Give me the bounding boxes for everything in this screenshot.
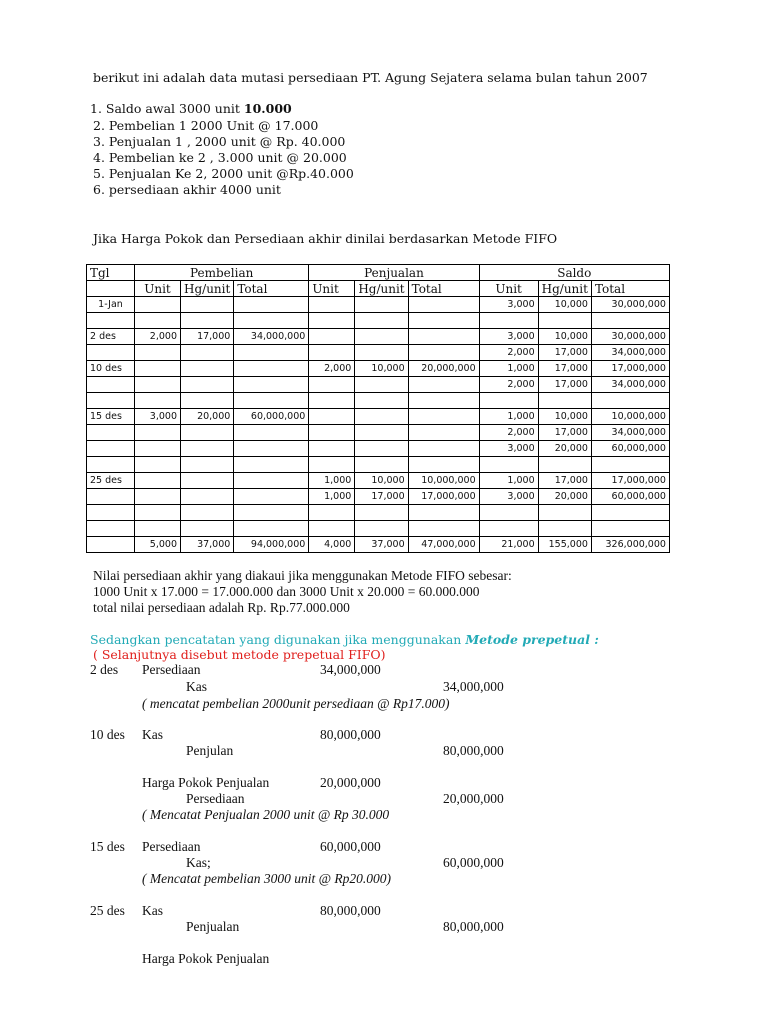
journal-debit: 34,000,000 xyxy=(320,662,381,677)
value-cell xyxy=(355,313,408,329)
header-tgl: Tgl xyxy=(87,265,135,281)
perpetual-method: Metode prepetual : xyxy=(465,632,599,647)
value-cell xyxy=(538,457,591,473)
value-cell: 37,000 xyxy=(181,537,234,553)
date-cell: 15 des xyxy=(87,409,135,425)
value-cell xyxy=(309,297,355,313)
journal-account: Persediaan xyxy=(142,662,201,677)
date-cell xyxy=(87,345,135,361)
journal-account: Kas xyxy=(142,727,163,742)
value-cell xyxy=(309,393,355,409)
sub-header-cell: Unit xyxy=(479,281,538,297)
value-cell xyxy=(408,521,479,537)
value-cell: 34,000,000 xyxy=(591,377,669,393)
journal-credit: 80,000,000 xyxy=(443,743,504,758)
journal-date: 10 des xyxy=(90,727,125,742)
value-cell xyxy=(181,457,234,473)
mutation-item-3: 3. Penjualan 1 , 2000 unit @ Rp. 40.000 xyxy=(93,134,346,149)
value-cell: 60,000,000 xyxy=(591,441,669,457)
value-cell: 326,000,000 xyxy=(591,537,669,553)
value-cell xyxy=(355,377,408,393)
sub-header-cell: Total xyxy=(591,281,669,297)
value-cell xyxy=(181,441,234,457)
value-cell xyxy=(591,457,669,473)
table-row xyxy=(87,409,670,425)
value-cell xyxy=(355,393,408,409)
value-cell: 17,000 xyxy=(538,361,591,377)
value-cell xyxy=(234,473,309,489)
fifo-heading: Jika Harga Pokok dan Persediaan akhir dinilai berdasarkan Metode FIFO xyxy=(93,231,558,246)
value-cell: 3,000 xyxy=(479,489,538,505)
value-cell: 2,000 xyxy=(135,329,181,345)
value-cell xyxy=(181,489,234,505)
value-cell: 2,000 xyxy=(479,377,538,393)
journal-account: Kas xyxy=(142,903,163,918)
value-cell: 1,000 xyxy=(479,473,538,489)
value-cell xyxy=(181,377,234,393)
journal-debit: 60,000,000 xyxy=(320,839,381,854)
value-cell: 17,000,000 xyxy=(591,473,669,489)
date-cell: 25 des xyxy=(87,473,135,489)
journal-debit: 80,000,000 xyxy=(320,727,381,742)
value-cell xyxy=(234,505,309,521)
date-cell xyxy=(87,377,135,393)
value-cell: 2,000 xyxy=(479,425,538,441)
table-row xyxy=(87,521,670,537)
value-cell xyxy=(181,473,234,489)
value-cell xyxy=(591,393,669,409)
sub-header-cell: Unit xyxy=(309,281,355,297)
value-cell: 10,000 xyxy=(355,361,408,377)
value-cell xyxy=(135,425,181,441)
date-cell xyxy=(87,313,135,329)
value-cell: 17,000,000 xyxy=(591,361,669,377)
table-row xyxy=(87,489,670,505)
value-cell xyxy=(355,425,408,441)
value-cell xyxy=(538,393,591,409)
value-cell: 5,000 xyxy=(135,537,181,553)
value-cell xyxy=(408,297,479,313)
table-row xyxy=(87,313,670,329)
value-cell: 10,000,000 xyxy=(591,409,669,425)
value-cell xyxy=(538,505,591,521)
value-cell xyxy=(408,441,479,457)
date-cell: 10 des xyxy=(87,361,135,377)
value-cell xyxy=(355,345,408,361)
sub-header-cell: Hg/unit xyxy=(181,281,234,297)
value-cell xyxy=(538,313,591,329)
value-cell xyxy=(408,457,479,473)
journal-account: Persediaan xyxy=(186,791,245,806)
header-blank xyxy=(87,281,135,297)
value-cell xyxy=(479,313,538,329)
value-cell xyxy=(309,425,355,441)
date-cell: 2 des xyxy=(87,329,135,345)
value-cell xyxy=(234,313,309,329)
value-cell: 10,000,000 xyxy=(408,473,479,489)
journal-date: 2 des xyxy=(90,662,119,677)
journal-account: Kas xyxy=(186,679,207,694)
value-cell xyxy=(135,489,181,505)
journal-credit: 34,000,000 xyxy=(443,679,504,694)
journal-account: Penjualan xyxy=(186,919,240,934)
value-cell: 17,000,000 xyxy=(408,489,479,505)
value-cell: 47,000,000 xyxy=(408,537,479,553)
journal-account: Penjulan xyxy=(186,743,234,758)
value-cell: 37,000 xyxy=(355,537,408,553)
header-saldo: Saldo xyxy=(479,265,669,281)
mutation-item-6: 6. persediaan akhir 4000 unit xyxy=(93,182,281,197)
header-pembelian: Pembelian xyxy=(135,265,309,281)
value-cell: 30,000,000 xyxy=(591,329,669,345)
date-cell xyxy=(87,393,135,409)
journal-account: Kas; xyxy=(186,855,211,870)
value-cell: 3,000 xyxy=(479,297,538,313)
value-cell xyxy=(234,393,309,409)
value-cell xyxy=(234,521,309,537)
date-cell xyxy=(87,425,135,441)
value-cell xyxy=(538,521,591,537)
value-cell xyxy=(355,329,408,345)
sub-header-cell: Hg/unit xyxy=(538,281,591,297)
value-cell: 10,000 xyxy=(355,473,408,489)
fifo-table-body xyxy=(87,297,670,553)
value-cell: 60,000,000 xyxy=(591,489,669,505)
value-cell: 34,000,000 xyxy=(234,329,309,345)
sub-header-cell: Unit xyxy=(135,281,181,297)
value-cell xyxy=(309,505,355,521)
value-cell xyxy=(408,345,479,361)
table-row xyxy=(87,505,670,521)
value-cell xyxy=(234,457,309,473)
header-penjualan: Penjualan xyxy=(309,265,479,281)
value-cell xyxy=(135,521,181,537)
mutation-item-5: 5. Penjualan Ke 2, 2000 unit @Rp.40.000 xyxy=(93,166,354,181)
value-cell: 4,000 xyxy=(309,537,355,553)
value-cell xyxy=(181,361,234,377)
value-cell xyxy=(408,377,479,393)
journal-date: 15 des xyxy=(90,839,125,854)
journal-debit: 20,000,000 xyxy=(320,775,381,790)
value-cell: 1,000 xyxy=(309,489,355,505)
value-cell xyxy=(234,361,309,377)
value-cell: 21,000 xyxy=(479,537,538,553)
mutation-item-4: 4. Pembelian ke 2 , 3.000 unit @ 20.000 xyxy=(93,150,347,165)
mutation-item-2: 2. Pembelian 1 2000 Unit @ 17.000 xyxy=(93,118,319,133)
value-cell: 30,000,000 xyxy=(591,297,669,313)
value-cell xyxy=(135,473,181,489)
table-row xyxy=(87,457,670,473)
summary-line-2: 1000 Unit x 17.000 = 17.000.000 dan 3000 Unit x 20.000 = 60.000.000 xyxy=(93,584,480,599)
value-cell xyxy=(408,393,479,409)
table-row xyxy=(87,361,670,377)
value-cell: 20,000 xyxy=(181,409,234,425)
value-cell xyxy=(181,505,234,521)
value-cell xyxy=(355,505,408,521)
value-cell xyxy=(479,393,538,409)
value-cell xyxy=(234,441,309,457)
intro-text: berikut ini adalah data mutasi persediaan PT. Agung Sejatera selama bulan tahun 2007 xyxy=(93,70,648,85)
value-cell xyxy=(135,361,181,377)
value-cell: 17,000 xyxy=(355,489,408,505)
journal-description: ( Mencatat Penjualan 2000 unit @ Rp 30.000 xyxy=(142,807,390,822)
value-cell xyxy=(181,297,234,313)
value-cell xyxy=(181,345,234,361)
value-cell: 2,000 xyxy=(309,361,355,377)
date-cell xyxy=(87,489,135,505)
value-cell: 34,000,000 xyxy=(591,345,669,361)
date-cell xyxy=(87,457,135,473)
table-row xyxy=(87,425,670,441)
value-cell: 10,000 xyxy=(538,409,591,425)
value-cell: 3,000 xyxy=(479,329,538,345)
value-cell xyxy=(408,425,479,441)
value-cell xyxy=(355,441,408,457)
value-cell: 60,000,000 xyxy=(234,409,309,425)
value-cell xyxy=(181,393,234,409)
value-cell: 2,000 xyxy=(479,345,538,361)
journal-debit: 80,000,000 xyxy=(320,903,381,918)
value-cell: 17,000 xyxy=(181,329,234,345)
journal-credit: 80,000,000 xyxy=(443,919,504,934)
value-cell: 20,000 xyxy=(538,489,591,505)
table-row xyxy=(87,537,670,553)
value-cell xyxy=(234,489,309,505)
sub-header-cell: Total xyxy=(408,281,479,297)
value-cell xyxy=(479,505,538,521)
value-cell: 1,000 xyxy=(309,473,355,489)
value-cell xyxy=(591,313,669,329)
value-cell xyxy=(309,521,355,537)
perpetual-intro: Sedangkan pencatatan yang digunakan jika menggunakan Metode prepetual : xyxy=(90,632,599,647)
summary-line-3: total nilai persediaan adalah Rp. Rp.77.000.000 xyxy=(93,600,350,615)
value-cell xyxy=(181,521,234,537)
value-cell xyxy=(591,521,669,537)
journal-credit: 20,000,000 xyxy=(443,791,504,806)
value-cell xyxy=(479,521,538,537)
value-cell xyxy=(135,457,181,473)
journal-description: ( mencatat pembelian 2000unit persediaan @ Rp17.000) xyxy=(142,696,450,711)
date-cell xyxy=(87,441,135,457)
value-cell xyxy=(479,457,538,473)
table-row xyxy=(87,377,670,393)
value-cell: 17,000 xyxy=(538,473,591,489)
value-cell xyxy=(355,297,408,313)
table-row xyxy=(87,329,670,345)
value-cell xyxy=(309,457,355,473)
journal-credit: 60,000,000 xyxy=(443,855,504,870)
value-cell xyxy=(355,457,408,473)
date-cell xyxy=(87,505,135,521)
journal-account: Harga Pokok Penjualan xyxy=(142,951,270,966)
date-cell: 1-Jan xyxy=(87,297,135,313)
value-cell xyxy=(309,329,355,345)
date-cell xyxy=(87,521,135,537)
value-cell xyxy=(135,505,181,521)
table-row xyxy=(87,345,670,361)
value-cell xyxy=(408,329,479,345)
table-row xyxy=(87,393,670,409)
value-cell: 155,000 xyxy=(538,537,591,553)
value-cell: 34,000,000 xyxy=(591,425,669,441)
value-cell xyxy=(135,377,181,393)
value-cell: 3,000 xyxy=(479,441,538,457)
value-cell xyxy=(234,425,309,441)
value-cell: 20,000 xyxy=(538,441,591,457)
value-cell xyxy=(309,441,355,457)
value-cell xyxy=(408,313,479,329)
value-cell: 10,000 xyxy=(538,297,591,313)
value-cell: 94,000,000 xyxy=(234,537,309,553)
value-cell xyxy=(309,409,355,425)
value-cell xyxy=(181,313,234,329)
journal-date: 25 des xyxy=(90,903,125,918)
journal-description: ( Mencatat pembelian 3000 unit @ Rp20.000) xyxy=(142,871,391,886)
journal-account: Persediaan xyxy=(142,839,201,854)
value-cell xyxy=(234,297,309,313)
value-cell: 1,000 xyxy=(479,409,538,425)
value-cell xyxy=(355,521,408,537)
value-cell: 17,000 xyxy=(538,345,591,361)
value-cell xyxy=(309,377,355,393)
value-cell xyxy=(408,409,479,425)
journal-account: Harga Pokok Penjualan xyxy=(142,775,270,790)
summary-line-1: Nilai persediaan akhir yang diakaui jika menggunakan Metode FIFO sebesar: xyxy=(93,568,512,583)
perpetual-note: ( Selanjutnya disebut metode prepetual FIFO) xyxy=(93,647,386,662)
value-cell xyxy=(181,425,234,441)
value-cell: 20,000,000 xyxy=(408,361,479,377)
value-cell xyxy=(135,297,181,313)
table-row xyxy=(87,297,670,313)
value-cell xyxy=(135,345,181,361)
value-cell xyxy=(234,377,309,393)
value-cell xyxy=(309,345,355,361)
date-cell xyxy=(87,537,135,553)
value-cell: 17,000 xyxy=(538,425,591,441)
value-cell xyxy=(135,393,181,409)
value-cell xyxy=(355,409,408,425)
sub-header-cell: Hg/unit xyxy=(355,281,408,297)
table-row xyxy=(87,441,670,457)
value-cell xyxy=(591,505,669,521)
value-cell xyxy=(309,313,355,329)
table-row xyxy=(87,473,670,489)
value-cell xyxy=(408,505,479,521)
sub-header-cell: Total xyxy=(234,281,309,297)
value-cell xyxy=(135,441,181,457)
value-cell: 3,000 xyxy=(135,409,181,425)
fifo-table xyxy=(86,264,670,553)
value-cell: 17,000 xyxy=(538,377,591,393)
mutation-item-1: 1. Saldo awal 3000 unit 10.000 xyxy=(90,101,292,116)
value-cell: 1,000 xyxy=(479,361,538,377)
value-cell xyxy=(234,345,309,361)
value-cell xyxy=(135,313,181,329)
value-cell: 10,000 xyxy=(538,329,591,345)
